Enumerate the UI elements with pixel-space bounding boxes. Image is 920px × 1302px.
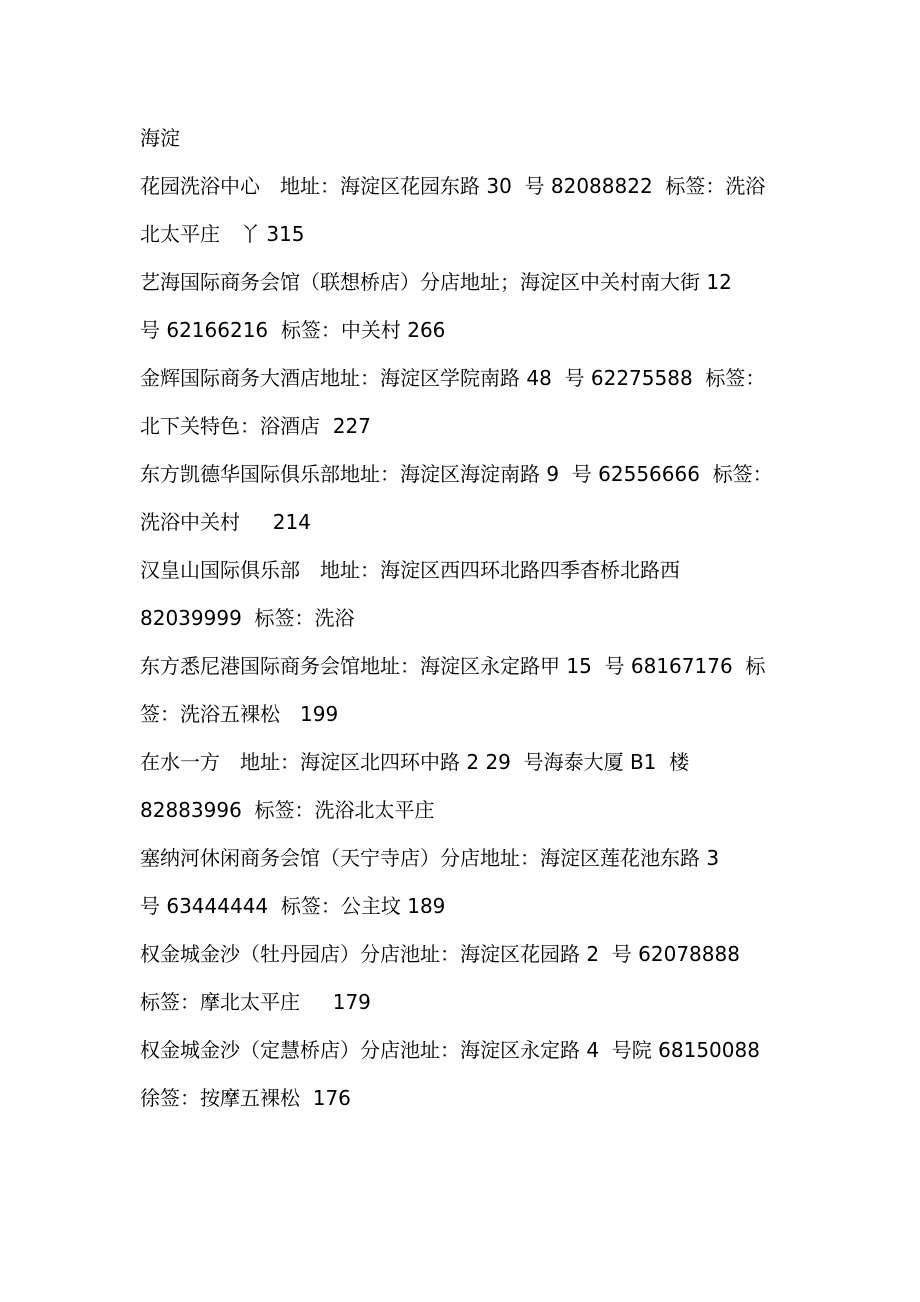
text-line: 号 63444444 标签：公主坟 189 — [140, 894, 446, 918]
text-line: 东方凯德华国际俱乐部地址：海淀区海淀南路 9 号 62556666 标签： — [140, 462, 773, 486]
text-line: 花园洗浴中心 地址：海淀区花园东路 30 号 82088822 标签：洗浴 — [140, 174, 766, 198]
text-line: 82883996 标签：洗浴北太平庄 — [140, 798, 435, 822]
text-line: 北太平庄 丫 315 — [140, 222, 305, 246]
text-line: 权金城金沙（牡丹园店）分店池址：海淀区花园路 2 号 62078888 — [140, 942, 740, 966]
text-line: 82039999 标签：洗浴 — [140, 606, 355, 630]
text-line: 东方悉尼港国际商务会馆地址：海淀区永定路甲 15 号 68167176 标 — [140, 654, 766, 678]
document-body — [140, 114, 800, 1122]
text-line: 艺海国际商务会馆（联想桥店）分店地址；海淀区中关村南大街 12 — [140, 270, 732, 294]
text-line: 号 62166216 标签：中关村 266 — [140, 318, 446, 342]
heading-district: 海淀 — [140, 126, 180, 150]
text-line: 金辉国际商务大酒店地址：海淀区学院南路 48 号 62275588 标签： — [140, 366, 766, 390]
text-line: 汉皇山国际俱乐部 地址：海淀区西四环北路四季杳桥北路西 — [140, 558, 680, 582]
text-line: 徐签：按摩五裸松 176 — [140, 1086, 351, 1110]
text-line: 北下关特色：浴酒店 227 — [140, 414, 371, 438]
text-line: 洗浴中关村 214 — [140, 510, 311, 534]
text-line: 权金城金沙（定慧桥店）分店池址：海淀区永定路 4 号院 68150088 — [140, 1038, 760, 1062]
text-line: 在水一方 地址：海淀区北四环中路 2 29 号海泰大厦 B1 楼 — [140, 750, 690, 774]
text-line: 签：洗浴五裸松 199 — [140, 702, 339, 726]
text-line: 塞纳河休闲商务会馆（天宁寺店）分店地址：海淀区莲花池东路 3 — [140, 846, 720, 870]
text-line: 标签：摩北太平庄 179 — [140, 990, 371, 1014]
